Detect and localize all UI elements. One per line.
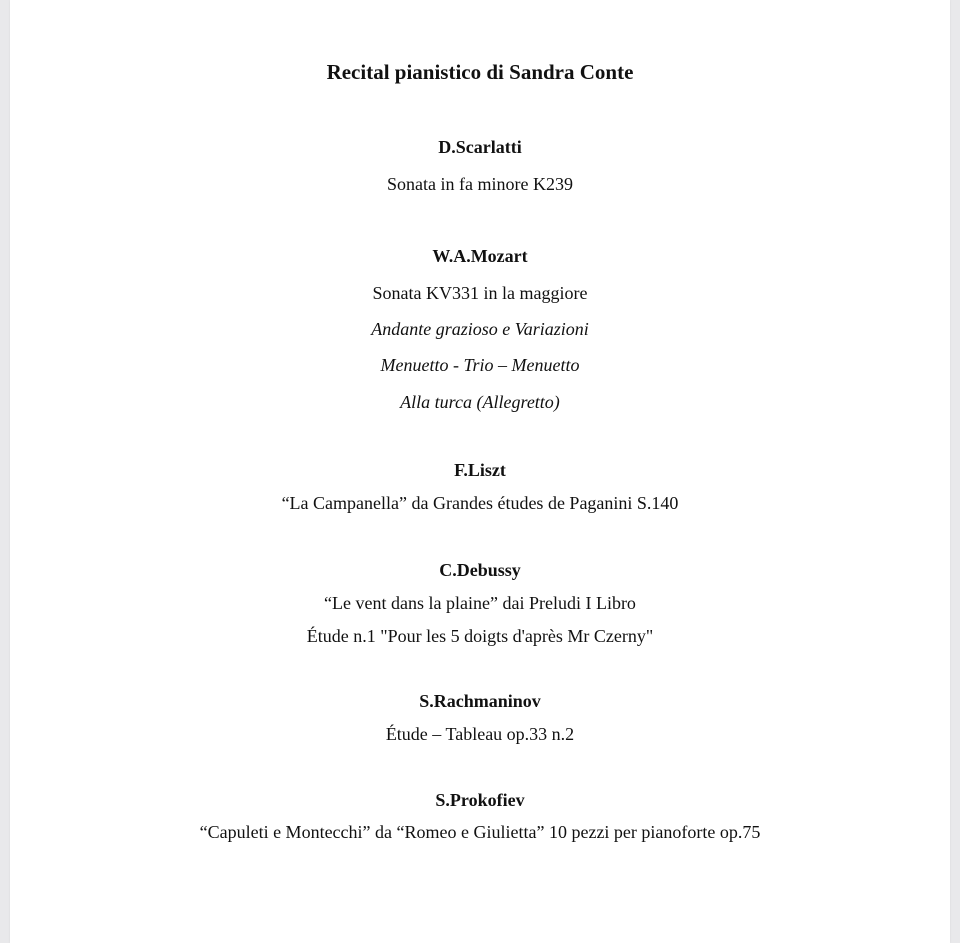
piece-prokofiev-romeo: “Capuleti e Montecchi” da “Romeo e Giulietta” 10 pezzi per pianoforte op.75 bbox=[199, 822, 761, 842]
piece-rachmaninov-etude: Étude – Tableau op.33 n.2 bbox=[385, 724, 575, 744]
movement-mozart-3: Alla turca (Allegretto) bbox=[400, 392, 560, 412]
piece-mozart-sonata: Sonata KV331 in la maggiore bbox=[372, 283, 588, 303]
movement-mozart-1: Andante grazioso e Variazioni bbox=[371, 319, 589, 339]
composer-mozart: W.A.Mozart bbox=[432, 246, 528, 266]
composer-debussy: C.Debussy bbox=[439, 560, 521, 580]
composer-rachmaninov: S.Rachmaninov bbox=[419, 691, 541, 711]
recital-title: Recital pianistico di Sandra Conte bbox=[326, 60, 634, 84]
composer-prokofiev: S.Prokofiev bbox=[435, 790, 525, 810]
piece-debussy-etude: Étude n.1 "Pour les 5 doigts d'après Mr Czerny" bbox=[306, 626, 654, 646]
composer-liszt: F.Liszt bbox=[454, 460, 506, 480]
piece-debussy-vent: “Le vent dans la plaine” dai Preludi I Libro bbox=[324, 593, 636, 613]
piece-liszt-campanella: “La Campanella” da Grandes études de Paganini S.140 bbox=[281, 493, 679, 513]
piece-scarlatti-sonata: Sonata in fa minore K239 bbox=[387, 174, 573, 194]
document-page bbox=[10, 0, 950, 943]
composer-scarlatti: D.Scarlatti bbox=[438, 137, 522, 157]
movement-mozart-2: Menuetto - Trio – Menuetto bbox=[380, 355, 580, 375]
